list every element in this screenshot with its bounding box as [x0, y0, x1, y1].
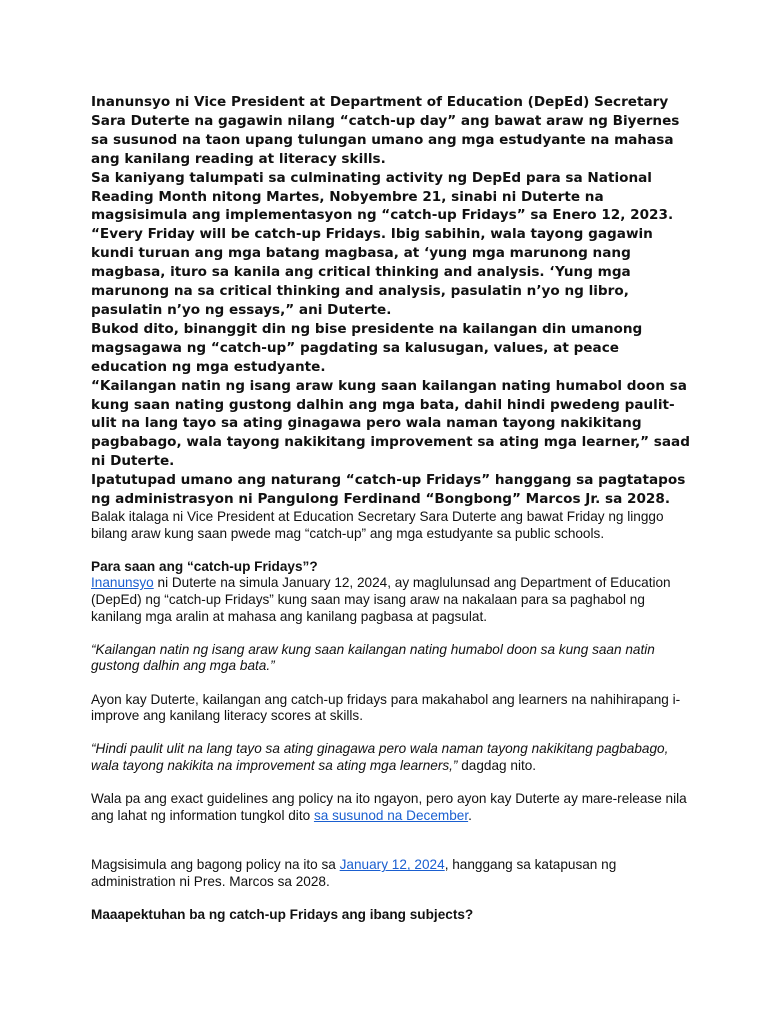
news-paragraph: Inanunsyo ni Vice President at Department of Education (DepEd) Secretary Sara Duterte na gagawin nilang “catch-up day” ang bawat araw ng Biyernes sa susunod na taon upang tulungan umano ang mga estudyante na mahasa ang kanilang reading at literacy skills. — [91, 94, 680, 167]
news-paragraph: Ipatutupad umano ang naturang “catch-up Fridays” hanggang sa pagtatapos ng administrasyon ni Pangulong Ferdinand “Bongbong” Marcos Jr. sa 2028. — [91, 472, 686, 508]
inanunsyo-link[interactable]: Inanunsyo — [91, 575, 154, 591]
intro-paragraph: Balak italaga ni Vice President at Education Secretary Sara Duterte ang bawat Friday ng linggo bilang araw kung saan pwede mag “catch-up” ang mga estudyante sa public schools. — [91, 509, 664, 541]
news-quote-paragraph: “Every Friday will be catch-up Fridays. Ibig sabihin, wala tayong gagawin kundi turuan ang mga batang magbasa, at ‘yung mga marunong nang magbasa, ituro sa kanila ang critical thinking and analysis. ‘Yung mga marunong na sa critical thinking and analysis, pasulatin n’yo ng libro, pasulatin n’yo ng essays,” ani Duterte. — [91, 226, 653, 318]
news-paragraph: Bukod dito, binanggit din ng bise presidente na kailangan din umanong magsagawa ng “catch-up” pagdating sa kalusugan, values, at peace education ng mga estudyante. — [91, 320, 643, 375]
news-article-section — [91, 93, 691, 509]
explainer-paragraph: Ayon kay Duterte, kailangan ang catch-up fridays para makahabol ang learners na nahihirapang i-improve ang kanilang literacy scores at skills. — [91, 691, 681, 724]
news-paragraph: Sa kaniyang talumpati sa culminating activity ng DepEd para sa National Reading Month nitong Martes, Nobyembre 21, sinabi ni Duterte na magsisimula ang implementasyon ng “catch-up Fridays” sa Enero 12, 2023. — [91, 169, 674, 224]
news-quote-paragraph: “Kailangan natin ng isang araw kung saan kailangan nating humabol doon sa kung saan nating gustong dalhin ang mga bata, dahil hindi pwedeng paulit-ulit na lang tayo sa ating ginagawa pero wala naman tayong nakikitang pagbabago, wala tayong nakikitang improvement sa ating mga learner,” saad ni Duterte. — [91, 377, 690, 470]
section-heading: Maaapektuhan ba ng catch-up Fridays ang ibang subjects? — [91, 907, 474, 923]
december-link[interactable]: sa susunod na December — [313, 807, 469, 823]
quote-paragraph: “Hindi paulit ulit na lang tayo sa ating ginagawa pero wala naman tayong nakikitang pagbabago, wala tayong nakikita na improvement sa ating mga learners,” dagdag nito. — [91, 741, 669, 773]
section-heading: Para saan ang “catch-up Fridays”? — [91, 558, 318, 574]
explainer-paragraph: Magsisimula ang bagong policy na ito sa January 12, 2024, hanggang sa katapusan ng administration ni Pres. Marcos sa 2028. — [91, 857, 617, 889]
explainer-paragraph: Wala pa ang exact guidelines ang policy na ito ngayon, pero ayon kay Duterte ay mare-release nila ang lahat ng information tungkol dito sa susunod na December. — [91, 791, 687, 823]
january-12-link[interactable]: January 12, 2024 — [339, 857, 445, 873]
explainer-article-section — [91, 509, 691, 924]
explainer-paragraph: Inanunsyo ni Duterte na simula January 12, 2024, ay maglulunsad ang Department of Education (DepEd) ng “catch-up Fridays” kung saan may isang araw na nakalaan para sa paghabol ng kanilang mga aralin at mahasa ang kanilang pagbasa at pagsulat. — [91, 575, 671, 624]
quote-paragraph: “Kailangan natin ng isang araw kung saan kailangan nating humabol doon sa kung saan natin gustong dalhin ang mga bata.” — [91, 641, 655, 674]
